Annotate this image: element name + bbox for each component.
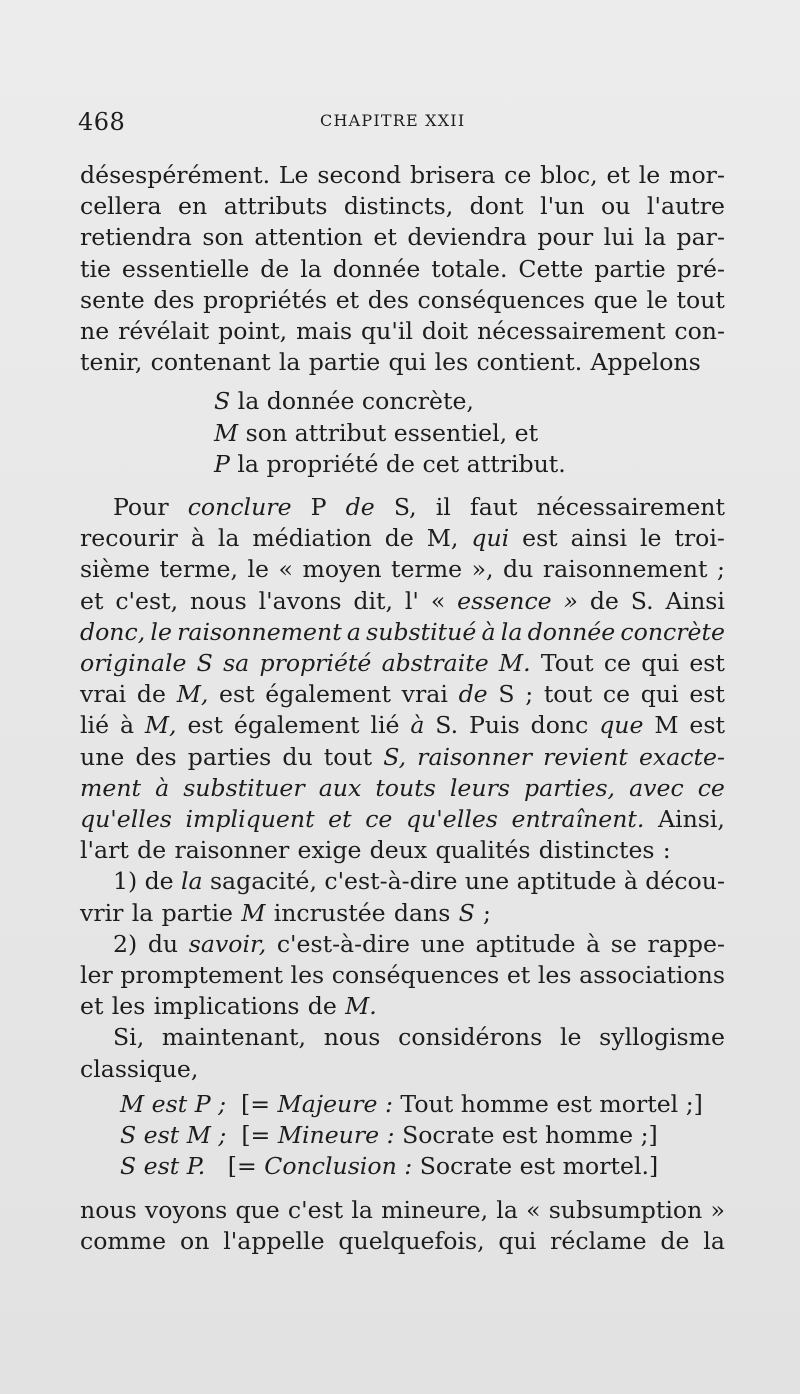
- running-head: CHAPITRE XXII: [320, 111, 466, 130]
- definition-text: la donnée concrète,: [230, 387, 474, 416]
- premise-label: Mineure :: [277, 1121, 395, 1150]
- text-line: vrai de M, est également vrai de S ; tout ce qui est: [80, 680, 725, 709]
- text-line: recourir à la médiation de M, qui est ainsi le troi-: [80, 524, 725, 553]
- symbol: S: [214, 387, 231, 416]
- syllogism-line: S est P. [= Conclusion : Socrate est mortel. ]: [120, 1151, 725, 1182]
- premise-label: Conclusion :: [264, 1152, 413, 1181]
- text-line: ne révélait point, mais qu'il doit nécessairement con-: [80, 317, 725, 346]
- text-line: et c'est, nous l'avons dit, l' « essence » de S. Ainsi: [80, 586, 725, 615]
- definition-list: [80, 386, 725, 480]
- spacer: [80, 480, 725, 492]
- premise-label: Majeure :: [277, 1089, 393, 1118]
- text-line: comme on l'appelle quelquefois, qui réclame de la: [80, 1226, 725, 1255]
- text-line: Pour conclure P de S, il faut nécessairement: [113, 493, 725, 522]
- text-line: vrir la partie M incrustée dans S ;: [80, 898, 491, 927]
- text-line: nous voyons que c'est la mineure, la « subsumption »: [80, 1195, 725, 1224]
- text-line: ler promptement les conséquences et les associations: [80, 961, 725, 990]
- syllogism-line: M est P ; [= Majeure : Tout homme est mortel ; ]: [120, 1089, 725, 1120]
- text-line: sième terme, le « moyen terme », du raisonnement ;: [80, 555, 725, 584]
- text-line: lié à M, est également lié à S. Puis donc que M est: [80, 711, 725, 740]
- text-line: tie essentielle de la donnée totale. Cette partie pré-: [80, 254, 725, 283]
- premise: M est P ;: [120, 1089, 227, 1118]
- text-line: tenir, contenant la partie qui les contient. Appelons: [80, 348, 701, 377]
- text-line: classique,: [80, 1054, 199, 1083]
- text-line: et les implications de M.: [80, 992, 377, 1021]
- symbol: P: [214, 449, 230, 478]
- premise: S est P.: [120, 1152, 206, 1181]
- symbol: M: [214, 418, 239, 447]
- syllogism: [80, 1089, 725, 1183]
- paragraph-1: [80, 160, 725, 378]
- paragraph-3: [80, 1195, 725, 1257]
- page-number: 468: [78, 108, 126, 136]
- definition-item: [214, 386, 725, 417]
- text-line: qu'elles impliquent et ce qu'elles entraînent. Ainsi,: [80, 805, 725, 834]
- text-line: sente des propriétés et des conséquences que le tout: [80, 285, 725, 314]
- text-line: une des parties du tout S, raisonner revient exacte-: [80, 742, 725, 771]
- text-line: 2) du savoir, c'est-à-dire une aptitude à se rappe-: [113, 929, 725, 958]
- page-header: [78, 108, 718, 138]
- text-line: cellera en attributs distincts, dont l'un ou l'autre: [80, 192, 725, 221]
- text-line: l'art de raisonner exige deux qualités distinctes :: [80, 836, 671, 865]
- body-text: [80, 160, 725, 1257]
- spacer: [80, 1183, 725, 1195]
- text-line: désespérément. Le second brisera ce bloc, et le mor-: [80, 161, 725, 189]
- syllogism-line: S est M ; [= Mineure : Socrate est homme ; ]: [120, 1120, 725, 1151]
- definition-item: [214, 418, 725, 449]
- premise-example: Tout homme est mortel ;: [400, 1089, 694, 1118]
- premise: S est M ;: [120, 1121, 227, 1150]
- text-line: retiendra son attention et deviendra pour lui la par-: [80, 223, 725, 252]
- premise-example: Socrate est mortel.: [419, 1152, 649, 1181]
- paragraph-2: [80, 492, 725, 1085]
- text-line: originale S sa propriété abstraite M. Tout ce qui est: [80, 649, 725, 678]
- definition-item: [214, 449, 725, 480]
- text-line: Si, maintenant, nous considérons le syllogisme: [113, 1023, 725, 1052]
- definition-text: la propriété de cet attribut.: [229, 449, 566, 478]
- text-line: ment à substituer aux touts leurs parties, avec ce: [80, 773, 725, 802]
- definition-text: son attribut essentiel, et: [238, 418, 539, 447]
- text-line: 1) de la sagacité, c'est-à-dire une aptitude à décou-: [113, 867, 725, 896]
- premise-example: Socrate est homme ;: [402, 1121, 649, 1150]
- text-line: donc, le raisonnement a substitué à la donnée concrète: [80, 617, 725, 646]
